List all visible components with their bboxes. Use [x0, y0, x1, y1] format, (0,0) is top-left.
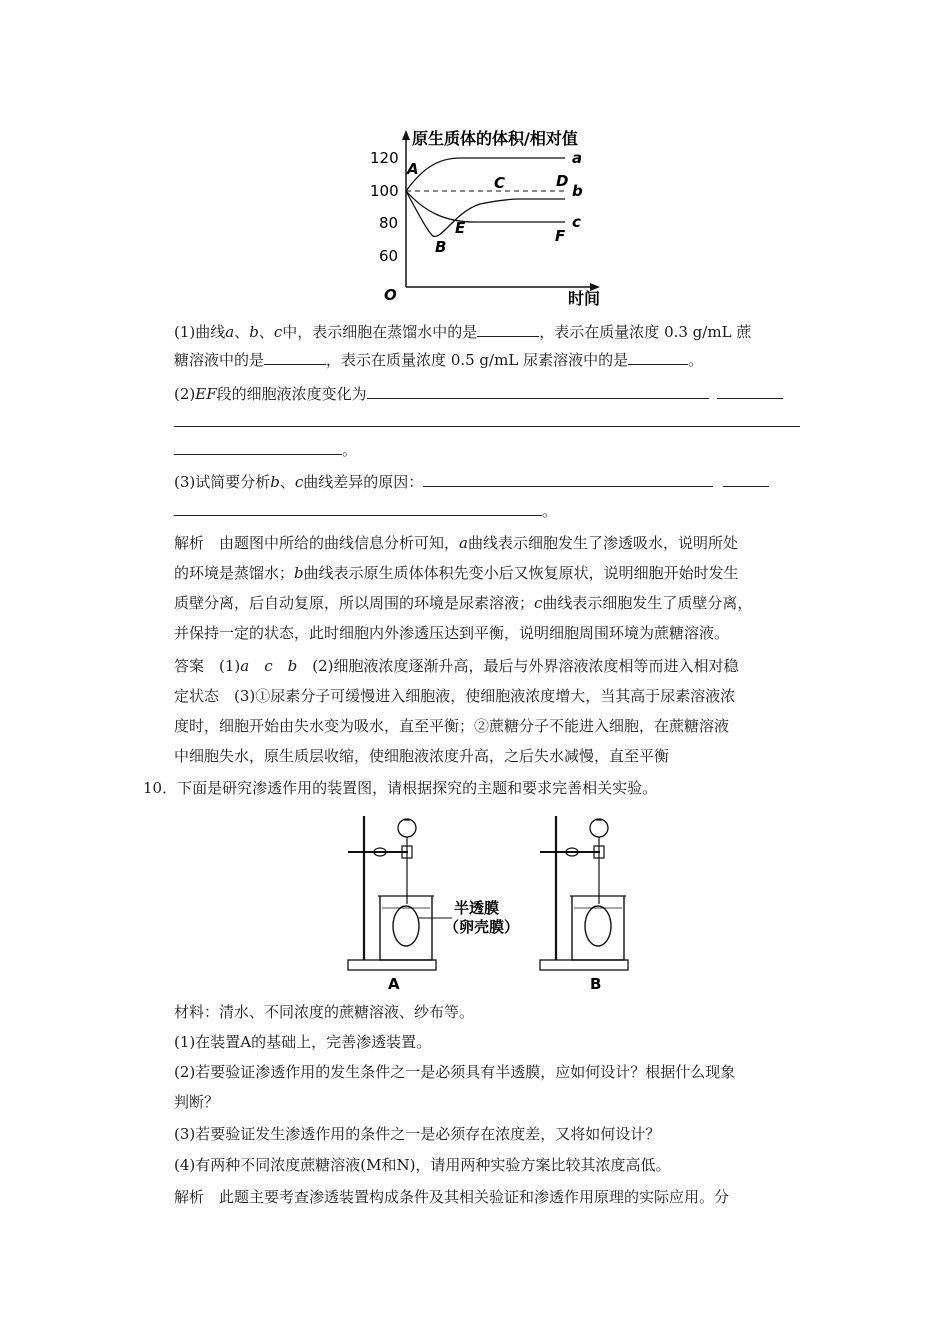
point-E: E — [455, 219, 466, 237]
answer-blank-5a[interactable] — [423, 472, 713, 487]
q9-part2-line2 — [174, 412, 800, 432]
answer9-line4: 中细胞失水，原生质层收缩，使细胞液浓度升高，之后失水减慢，直至平衡 — [174, 747, 670, 765]
apparatus-a-drawing — [348, 816, 452, 970]
osmosis-apparatus — [340, 812, 640, 994]
ytick-80: 80 — [379, 214, 399, 232]
q9-part1-line2: 糖溶液中的是 ，表示在质量浓度 0.5 g/mL 尿素溶液中的是 。 — [174, 351, 704, 369]
point-A: A — [407, 160, 419, 178]
curve-label-a: a — [572, 149, 583, 167]
answer9-line1: 答案 (1)a c b (2)细胞液浓度逐渐升高，最后与外界溶液浓度相等而进入相对稳 — [174, 657, 739, 675]
answer-blank-1[interactable] — [477, 322, 539, 337]
answer-blank-4d[interactable] — [174, 440, 342, 455]
answer-blank-4a[interactable] — [367, 384, 709, 399]
curve-label-c: c — [572, 213, 581, 231]
q9-part1-line1: (1)曲线a、b、c中，表示细胞在蒸馏水中的是 ，表示在质量浓度 0.3 g/mL 蔗 — [174, 323, 752, 341]
ytick-120: 120 — [370, 149, 399, 167]
ytick-100: 100 — [370, 182, 399, 200]
volume-graph — [360, 122, 620, 310]
answer-blank-4b[interactable] — [717, 384, 783, 399]
answer-blank-5b[interactable] — [723, 472, 769, 487]
apparatus-b-label: B — [590, 975, 602, 993]
point-C: C — [494, 174, 506, 192]
answer-blank-4c[interactable] — [174, 412, 800, 427]
graph-ylabel: 原生质体的体积/相对值 — [412, 129, 578, 148]
answer-blank-5c[interactable] — [174, 501, 542, 516]
q10-sub1: (1)在装置A的基础上，完善渗透装置。 — [174, 1033, 432, 1051]
graph-xlabel: 时间 — [568, 289, 601, 308]
q9-part2-line3: 。 — [174, 440, 357, 460]
q9-part3-line2: 。 — [174, 501, 557, 521]
q10-sub4: (4)有两种不同浓度蔗糖溶液(M和N)，请用两种实验方案比较其浓度高低。 — [174, 1156, 671, 1174]
analysis9-line3: 质壁分离，后自动复原，所以周围的环境是尿素溶液；c曲线表示细胞发生了质壁分离， — [174, 594, 753, 612]
q10-sub3: (3)若要验证发生渗透作用的条件之一是必须存在浓度差，又将如何设计？ — [174, 1125, 661, 1143]
graph-origin: O — [384, 286, 397, 304]
answer9-line3: 度时，细胞开始由失水变为吸水，直至平衡；②蔗糖分子不能进入细胞，在蔗糖溶液 — [174, 717, 730, 735]
answer9-line2: 定状态 (3)①尿素分子可缓慢进入细胞液，使细胞液浓度增大，当其高于尿素溶液浓 — [174, 687, 736, 705]
point-B: B — [435, 238, 447, 256]
analysis9-line1: 解析 由题图中所给的曲线信息分析可知，a曲线表示细胞发生了渗透吸水，说明所处 — [174, 534, 738, 552]
curve-b — [406, 191, 565, 236]
q10-materials: 材料：清水、不同浓度的蔗糖溶液、纱布等。 — [174, 1003, 475, 1021]
q9-part3-line1: (3)试简要分析b、c曲线差异的原因： — [174, 472, 769, 492]
y-axis-arrow — [402, 130, 410, 140]
curve-a — [406, 158, 565, 191]
membrane-label-1: 半透膜 — [454, 899, 500, 917]
q10-sub2-line1: (2)若要验证渗透作用的发生条件之一是必须具有半透膜，应如何设计？根据什么现象 — [174, 1063, 736, 1081]
answer-blank-2[interactable] — [264, 350, 326, 365]
apparatus-a-label: A — [388, 975, 400, 993]
curve-label-b: b — [572, 182, 583, 200]
q9-part2-line1: (2)EF段的细胞液浓度变化为 — [174, 384, 783, 404]
curve-c — [406, 191, 565, 222]
membrane-label-2: （卵壳膜） — [444, 918, 520, 936]
point-F: F — [555, 227, 566, 245]
apparatus-b-drawing — [540, 816, 628, 970]
ytick-60: 60 — [379, 247, 399, 265]
q10-sub2-line2: 判断？ — [174, 1093, 220, 1111]
analysis9-line2: 的环境是蒸馏水；b曲线表示原生质体体积先变小后又恢复原状，说明细胞开始时发生 — [174, 564, 739, 582]
answer-blank-3[interactable] — [628, 350, 688, 365]
point-D: D — [556, 172, 569, 190]
analysis9-line4: 并保持一定的状态，此时细胞内外渗透压达到平衡，说明细胞周围环境为蔗糖溶液。 — [174, 624, 730, 642]
q10-analysis: 解析 此题主要考查渗透装置构成条件及其相关验证和渗透作用原理的实际应用。分 — [174, 1188, 730, 1206]
q10-title: 10．下面是研究渗透作用的装置图，请根据探究的主题和要求完善相关实验。 — [143, 779, 658, 797]
